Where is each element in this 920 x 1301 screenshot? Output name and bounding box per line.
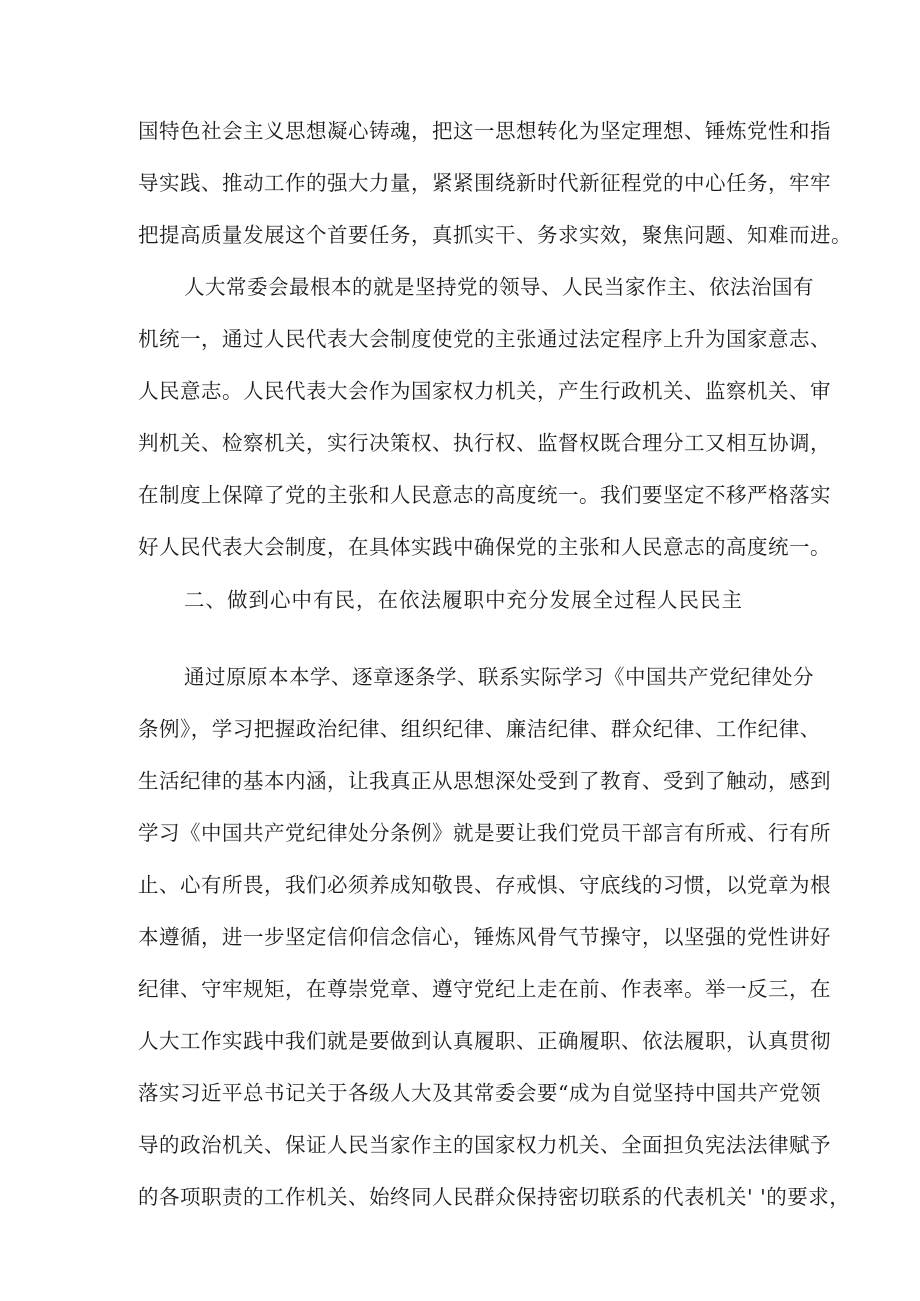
paragraph-2-line-5: 在制度上保障了党的主张和人民意志的高度统一。我们要坚定不移严格落实 [138,483,831,507]
paragraph-2-line-3: 人民意志。人民代表大会作为国家权力机关，产生行政机关、监察机关、审 [138,379,831,403]
paragraph-3-line-7: 纪律、守牢规矩，在尊崇党章、遵守党纪上走在前、作表率。举一反三，在 [138,977,831,1001]
paragraph-3-line-5: 止、心有所畏，我们必须养成知敬畏、存戒惧、守底线的习惯，以党章为根 [138,873,831,897]
paragraph-3-line-8: 人大工作实践中我们就是要做到认真履职、正确履职、依法履职，认真贯彻 [138,1029,831,1053]
paragraph-1-line-2: 导实践、推动工作的强大力量，紧紧围绕新时代新征程党的中心任务，牢牢 [138,171,831,195]
paragraph-3-line-10: 导的政治机关、保证人民当家作主的国家权力机关、全面担负宪法法律赋予 [138,1133,831,1157]
paragraph-2-line-1: 人大常委会最根本的就是坚持党的领导、人民当家作主、依法治国有 [184,275,814,299]
paragraph-2-line-6: 好人民代表大会制度，在具体实践中确保党的主张和人民意志的高度统一。 [138,535,831,559]
paragraph-3-line-3: 生活纪律的基本内涵，让我真正从思想深处受到了教育、受到了触动，感到 [138,769,831,793]
paragraph-3-line-1: 通过原原本本学、逐章逐条学、联系实际学习《中国共产党纪律处分 [184,665,814,689]
paragraph-3-line-9: 落实习近平总书记关于各级人大及其常委会要“成为自觉坚持中国共产党领 [138,1081,821,1105]
paragraph-3-line-4: 学习《中国共产党纪律处分条例》就是要让我们党员干部言有所戒、行有所 [138,821,831,845]
paragraph-3-line-11: 的各项职责的工作机关、始终同人民群众保持密切联系的代表机关' '的要求， [138,1185,851,1209]
paragraph-1-line-3: 把提高质量发展这个首要任务，真抓实干、务求实效，聚焦问题、知难而进。 [138,223,852,247]
paragraph-1-line-1: 国特色社会主义思想凝心铸魂，把这一思想转化为坚定理想、锤炼党性和指 [138,119,831,143]
paragraph-3-line-2: 条例》，学习把握政治纪律、组织纪律、廉洁纪律、群众纪律、工作纪律、 [138,717,821,741]
section-heading: 二、做到心中有民，在依法履职中充分发展全过程人民民主 [184,588,743,612]
paragraph-2-line-2: 机统一，通过人民代表大会制度使党的主张通过法定程序上升为国家意志、 [138,327,831,351]
paragraph-3-line-6: 本遵循，进一步坚定信仰信念信心，锤炼风骨气节操守，以坚强的党性讲好 [138,925,831,949]
paragraph-2-line-4: 判机关、检察机关，实行决策权、执行权、监督权既合理分工又相互协调， [138,431,831,455]
